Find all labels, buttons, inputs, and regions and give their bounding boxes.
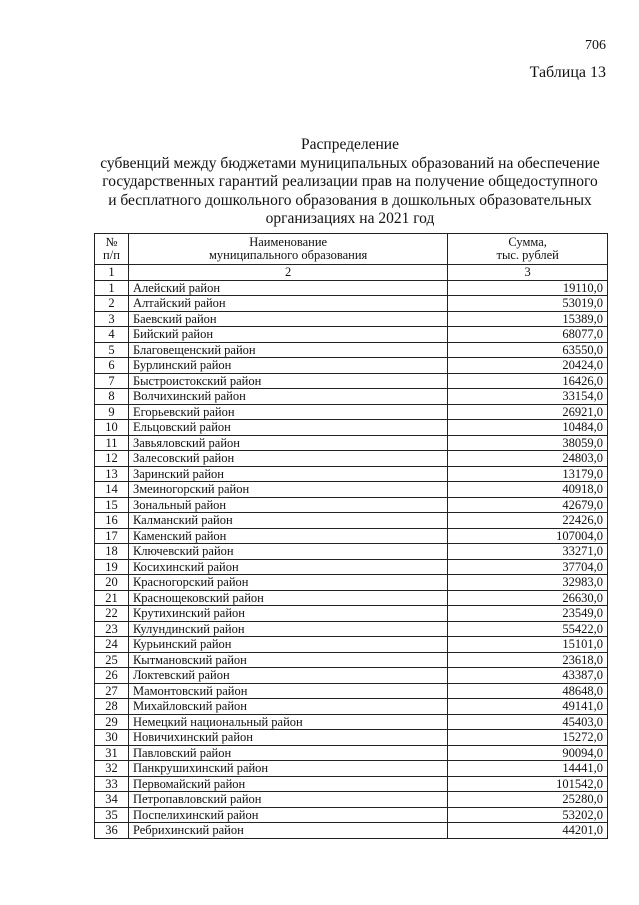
row-number: 33 xyxy=(95,776,129,792)
table-row xyxy=(95,404,608,420)
row-number: 19 xyxy=(95,559,129,575)
municipality-name: Михайловский район xyxy=(128,699,447,715)
subvention-amount: 15389,0 xyxy=(448,311,608,327)
table-row xyxy=(95,435,608,451)
subvention-amount: 55422,0 xyxy=(448,621,608,637)
municipality-name: Заринский район xyxy=(128,466,447,482)
row-number: 22 xyxy=(95,606,129,622)
row-number: 18 xyxy=(95,544,129,560)
table-row xyxy=(95,621,608,637)
row-number: 9 xyxy=(95,404,129,420)
municipality-name: Немецкий национальный район xyxy=(128,714,447,730)
subvention-amount: 33154,0 xyxy=(448,389,608,405)
header-name-line: Наименование xyxy=(249,235,328,249)
row-number: 4 xyxy=(95,327,129,343)
subvention-amount: 63550,0 xyxy=(448,342,608,358)
row-number: 17 xyxy=(95,528,129,544)
municipality-name: Бийский район xyxy=(128,327,447,343)
municipality-name: Локтевский район xyxy=(128,668,447,684)
row-number: 8 xyxy=(95,389,129,405)
subvention-amount: 15272,0 xyxy=(448,730,608,746)
table-row xyxy=(95,652,608,668)
table-row xyxy=(95,590,608,606)
subvention-amount: 53202,0 xyxy=(448,807,608,823)
subvention-amount: 40918,0 xyxy=(448,482,608,498)
municipality-name: Панкрушихинский район xyxy=(128,761,447,777)
table-label: Таблица 13 xyxy=(529,64,606,81)
row-number: 28 xyxy=(95,699,129,715)
subvention-amount: 23618,0 xyxy=(448,652,608,668)
row-number: 34 xyxy=(95,792,129,808)
subvention-amount: 25280,0 xyxy=(448,792,608,808)
table-row xyxy=(95,389,608,405)
subvention-amount: 107004,0 xyxy=(448,528,608,544)
table-row xyxy=(95,807,608,823)
table-row xyxy=(95,513,608,529)
title-line: и бесплатного дошкольного образования в дошкольных образовательных xyxy=(108,191,592,209)
row-number: 32 xyxy=(95,761,129,777)
municipality-name: Красногорский район xyxy=(128,575,447,591)
subvention-amount: 32983,0 xyxy=(448,575,608,591)
table-row xyxy=(95,776,608,792)
table-row xyxy=(95,528,608,544)
subvention-amount: 10484,0 xyxy=(448,420,608,436)
subvention-amount: 49141,0 xyxy=(448,699,608,715)
table-row xyxy=(95,482,608,498)
municipality-name: Залесовский район xyxy=(128,451,447,467)
subvention-amount: 20424,0 xyxy=(448,358,608,374)
row-number: 21 xyxy=(95,590,129,606)
row-number: 13 xyxy=(95,466,129,482)
subvention-amount: 14441,0 xyxy=(448,761,608,777)
subvention-amount: 44201,0 xyxy=(448,823,608,839)
municipality-name: Петропавловский район xyxy=(128,792,447,808)
table-row xyxy=(95,327,608,343)
row-number: 20 xyxy=(95,575,129,591)
table-header-row xyxy=(95,234,608,265)
municipality-name: Поспелихинский район xyxy=(128,807,447,823)
row-number: 31 xyxy=(95,745,129,761)
municipality-name: Новичихинский район xyxy=(128,730,447,746)
row-number: 16 xyxy=(95,513,129,529)
subvention-amount: 68077,0 xyxy=(448,327,608,343)
header-name-line: муниципального образования xyxy=(209,248,368,262)
table-row xyxy=(95,683,608,699)
municipality-name: Алтайский район xyxy=(128,296,447,312)
row-number: 27 xyxy=(95,683,129,699)
subvention-amount: 33271,0 xyxy=(448,544,608,560)
municipality-name: Первомайский район xyxy=(128,776,447,792)
subvention-amount: 22426,0 xyxy=(448,513,608,529)
table-row xyxy=(95,358,608,374)
table-row xyxy=(95,559,608,575)
subvention-amount: 13179,0 xyxy=(448,466,608,482)
table-row xyxy=(95,575,608,591)
subvention-amount: 24803,0 xyxy=(448,451,608,467)
row-number: 7 xyxy=(95,373,129,389)
title-line: субвенций между бюджетами муниципальных образований на обеспечение xyxy=(100,154,600,172)
table-row xyxy=(95,420,608,436)
municipality-name: Ребрихинский район xyxy=(128,823,447,839)
row-number: 29 xyxy=(95,714,129,730)
municipality-name: Баевский район xyxy=(128,311,447,327)
column-index: 1 xyxy=(95,265,129,281)
municipality-name: Быстроистокский район xyxy=(128,373,447,389)
municipality-name: Змеиногорский район xyxy=(128,482,447,498)
table-row xyxy=(95,280,608,296)
municipality-name: Кулундинский район xyxy=(128,621,447,637)
subvention-amount: 15101,0 xyxy=(448,637,608,653)
subvention-amount: 38059,0 xyxy=(448,435,608,451)
table-row xyxy=(95,637,608,653)
table-row xyxy=(95,342,608,358)
row-number: 30 xyxy=(95,730,129,746)
page-number: 706 xyxy=(585,38,606,53)
municipality-name: Алейский район xyxy=(128,280,447,296)
municipality-name: Каменский район xyxy=(128,528,447,544)
table-row xyxy=(95,699,608,715)
document-title xyxy=(90,136,610,229)
municipality-name: Волчихинский район xyxy=(128,389,447,405)
table-row xyxy=(95,668,608,684)
title-line: организациях на 2021 год xyxy=(265,210,435,227)
municipality-name: Павловский район xyxy=(128,745,447,761)
row-number: 26 xyxy=(95,668,129,684)
table-row xyxy=(95,714,608,730)
municipality-name: Егорьевский район xyxy=(128,404,447,420)
municipality-name: Краснощековский район xyxy=(128,590,447,606)
table-row xyxy=(95,451,608,467)
subvention-amount: 45403,0 xyxy=(448,714,608,730)
row-number: 35 xyxy=(95,807,129,823)
table-row xyxy=(95,730,608,746)
municipality-name: Косихинский район xyxy=(128,559,447,575)
row-number: 1 xyxy=(95,280,129,296)
row-number: 36 xyxy=(95,823,129,839)
row-number: 5 xyxy=(95,342,129,358)
table-row xyxy=(95,311,608,327)
table-row xyxy=(95,823,608,839)
municipality-name: Крутихинский район xyxy=(128,606,447,622)
municipality-name: Благовещенский район xyxy=(128,342,447,358)
row-number: 3 xyxy=(95,311,129,327)
subvention-amount: 23549,0 xyxy=(448,606,608,622)
subvention-amount: 16426,0 xyxy=(448,373,608,389)
table-row xyxy=(95,466,608,482)
table-row xyxy=(95,544,608,560)
municipality-name: Завьяловский район xyxy=(128,435,447,451)
table-row xyxy=(95,606,608,622)
subvention-amount: 43387,0 xyxy=(448,668,608,684)
row-number: 12 xyxy=(95,451,129,467)
table-body xyxy=(95,280,608,838)
table-row xyxy=(95,296,608,312)
subvention-amount: 90094,0 xyxy=(448,745,608,761)
row-number: 23 xyxy=(95,621,129,637)
municipality-name: Ключевский район xyxy=(128,544,447,560)
row-number: 2 xyxy=(95,296,129,312)
title-line: Распределение xyxy=(301,136,399,153)
row-number: 6 xyxy=(95,358,129,374)
subvention-amount: 42679,0 xyxy=(448,497,608,513)
municipality-name: Калманский район xyxy=(128,513,447,529)
subvention-amount: 37704,0 xyxy=(448,559,608,575)
subvention-amount: 53019,0 xyxy=(448,296,608,312)
subvention-amount: 101542,0 xyxy=(448,776,608,792)
table-row xyxy=(95,745,608,761)
column-index-row xyxy=(95,265,608,281)
municipality-name: Зональный район xyxy=(128,497,447,513)
column-index: 2 xyxy=(128,265,447,281)
subvention-amount: 19110,0 xyxy=(448,280,608,296)
table-row xyxy=(95,373,608,389)
header-sum xyxy=(448,234,608,265)
subvention-amount: 48648,0 xyxy=(448,683,608,699)
header-num-line: п/п xyxy=(103,248,120,262)
municipality-name: Бурлинский район xyxy=(128,358,447,374)
table-row xyxy=(95,497,608,513)
header-sum-line: тыс. рублей xyxy=(496,248,559,262)
header-name xyxy=(128,234,447,265)
row-number: 10 xyxy=(95,420,129,436)
row-number: 25 xyxy=(95,652,129,668)
row-number: 15 xyxy=(95,497,129,513)
table-row xyxy=(95,761,608,777)
municipality-name: Ельцовский район xyxy=(128,420,447,436)
municipality-name: Курьинский район xyxy=(128,637,447,653)
subvention-amount: 26630,0 xyxy=(448,590,608,606)
header-num xyxy=(95,234,129,265)
table-row xyxy=(95,792,608,808)
subvention-amount: 26921,0 xyxy=(448,404,608,420)
municipality-name: Кытмановский район xyxy=(128,652,447,668)
municipality-name: Мамонтовский район xyxy=(128,683,447,699)
row-number: 14 xyxy=(95,482,129,498)
column-index: 3 xyxy=(448,265,608,281)
title-line: государственных гарантий реализации прав на получение общедоступного xyxy=(102,173,598,190)
header-num-line: № xyxy=(105,235,118,249)
distribution-table xyxy=(94,233,608,839)
row-number: 11 xyxy=(95,435,129,451)
row-number: 24 xyxy=(95,637,129,653)
header-sum-line: Сумма, xyxy=(508,235,547,249)
